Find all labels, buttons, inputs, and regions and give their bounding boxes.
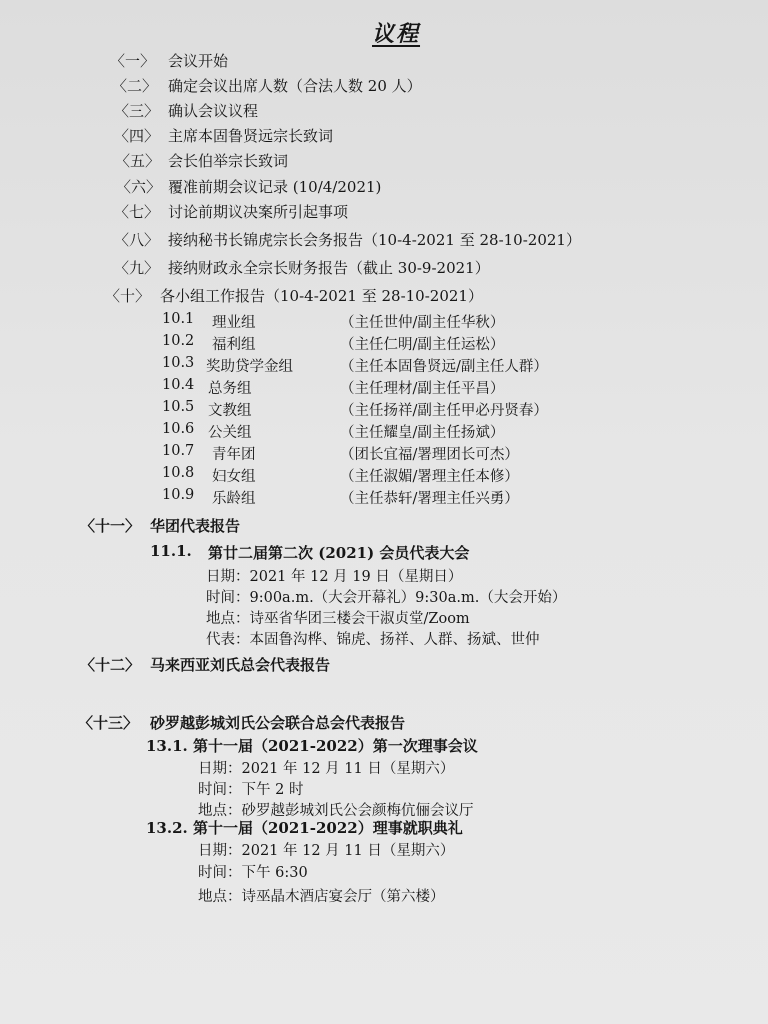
item-number: 〈十三〉 [78, 714, 139, 732]
group-number: 10.9 [162, 487, 195, 503]
group-name: 理业组 [212, 315, 256, 331]
group-leader: （主任仁明/副主任运松） [340, 337, 505, 353]
group-name: 乐龄组 [212, 491, 256, 507]
meeting-time: 时间：9:00a.m.（大会开幕礼）9:30a.m.（大会开始） [206, 590, 567, 606]
item-text: 会长伯举宗长致词 [168, 152, 289, 170]
sub-number: 11.1. [150, 542, 192, 560]
meeting-date: 日期：2021 年 12 月 11 日（星期六） [198, 761, 455, 777]
meeting-time: 时间：下午 6:30 [198, 865, 308, 881]
page-title: 议程 [372, 21, 421, 47]
item-number: 〈三〉 [114, 102, 160, 120]
item-text: 砂罗越彭城刘氏公会联合总会代表报告 [150, 714, 406, 732]
group-name: 公关组 [208, 425, 252, 441]
group-leader: （主任扬祥/副主任甲必丹贤春） [340, 403, 548, 419]
group-leader: （主任本固鲁贤远/副主任人群） [340, 359, 548, 375]
item-number: 〈十一〉 [80, 517, 141, 535]
meeting-reps: 代表：本固鲁沟桦、锦虎、扬祥、人群、扬斌、世仲 [206, 632, 540, 648]
meeting-place: 地点：砂罗越彭城刘氏公会颜梅伉俪会议厅 [198, 803, 474, 819]
item-number: 〈九〉 [114, 259, 160, 277]
group-number: 10.5 [162, 399, 195, 415]
group-number: 10.7 [162, 443, 195, 459]
sub-title: 13.2. 第十一届（2021-2022）理事就职典礼 [146, 819, 463, 837]
meeting-place: 地点：诗巫晶木酒店宴会厅（第六楼） [198, 889, 445, 905]
meeting-date: 日期：2021 年 12 月 11 日（星期六） [198, 843, 455, 859]
meeting-date: 日期：2021 年 12 月 19 日（星期日） [206, 569, 463, 585]
group-name: 青年团 [212, 447, 256, 463]
item-text: 接纳财政永全宗长财务报告（截止 30-9-2021） [168, 259, 490, 277]
group-name: 福利组 [212, 337, 256, 353]
group-name: 奖助贷学金组 [206, 359, 293, 375]
group-leader: （主任理材/副主任平昌） [340, 381, 505, 397]
group-name: 总务组 [208, 381, 252, 397]
item-number: 〈十二〉 [80, 656, 141, 674]
item-number: 〈二〉 [112, 77, 158, 95]
item-text: 华团代表报告 [150, 517, 241, 535]
item-number: 〈六〉 [116, 178, 162, 196]
group-number: 10.6 [162, 421, 195, 437]
group-leader: （主任耀皇/副主任扬斌） [340, 425, 505, 441]
group-leader: （团长宜福/署理团长可杰） [340, 447, 519, 463]
sub-title: 13.1. 第十一届（2021-2022）第一次理事会议 [146, 737, 478, 755]
group-leader: （主任恭轩/署理主任兴勇） [340, 491, 519, 507]
item-number: 〈五〉 [115, 152, 161, 170]
item-text: 会议开始 [168, 52, 229, 70]
group-name: 文教组 [208, 403, 252, 419]
item-number: 〈八〉 [114, 231, 160, 249]
item-text: 接纳秘书长锦虎宗长会务报告（10-4-2021 至 28-10-2021） [168, 231, 581, 249]
item-number: 〈一〉 [110, 52, 156, 70]
item-text: 确定会议出席人数（合法人数 20 人） [168, 77, 422, 95]
meeting-time: 时间：下午 2 时 [198, 782, 304, 798]
item-text: 讨论前期议决案所引起事项 [168, 203, 349, 221]
item-number: 〈七〉 [114, 203, 160, 221]
group-number: 10.1 [162, 311, 195, 327]
item-text: 主席本固鲁贤远宗长致词 [168, 127, 334, 145]
item-number: 〈四〉 [114, 127, 160, 145]
item-text: 马来西亚刘氏总会代表报告 [150, 656, 331, 674]
group-number: 10.8 [162, 465, 195, 481]
group-number: 10.4 [162, 377, 195, 393]
item-text: 确认会议议程 [168, 102, 259, 120]
group-leader: （主任世仲/副主任华秋） [340, 315, 505, 331]
item-text: 覆准前期会议记录 (10/4/2021) [168, 178, 382, 196]
group-leader: （主任淑媚/署理主任本修） [340, 469, 519, 485]
item-number: 〈十〉 [105, 287, 151, 305]
sub-title: 第廿二届第二次 (2021) 会员代表大会 [208, 544, 470, 562]
meeting-place: 地点：诗巫省华团三楼会干淑贞堂/Zoom [206, 611, 470, 627]
group-number: 10.2 [162, 333, 195, 349]
group-number: 10.3 [162, 355, 195, 371]
group-name: 妇女组 [212, 469, 256, 485]
item-text: 各小组工作报告（10-4-2021 至 28-10-2021） [160, 287, 483, 305]
